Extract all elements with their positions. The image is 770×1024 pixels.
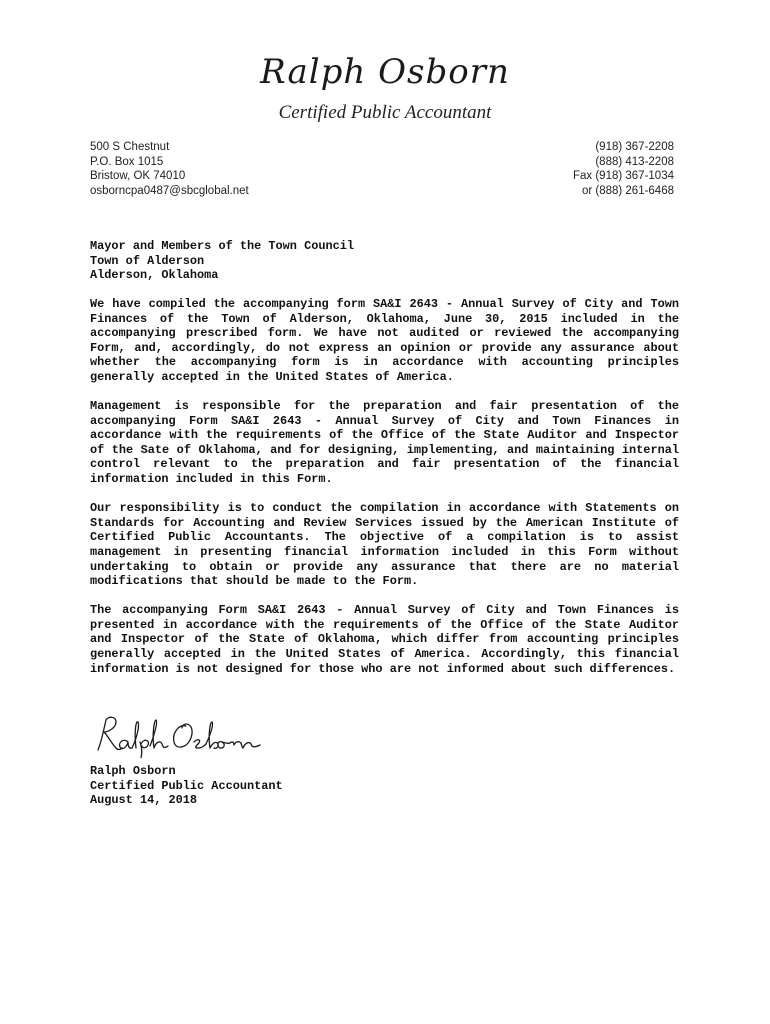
address-email: osborncpa0487@sbcglobal.net xyxy=(90,184,249,197)
fax: Fax (918) 367-1034 xyxy=(572,170,674,183)
paragraph-basis: The accompanying Form SA&I 2643 - Annual Survey of City and Town Finances is presented in accordance with the requirements of the Office of the State Auditor and Inspector of the State of Oklahoma, which differ from accounting principles generally accepted in the United States of America. Accordingly, this financial information is not designed for those who are not informed about such differences. xyxy=(90,603,679,676)
signer-title: Certified Public Accountant xyxy=(90,778,283,793)
signature-icon xyxy=(94,712,274,758)
address-city: Bristow, OK 74010 xyxy=(90,170,186,183)
recipient-line-1: Mayor and Members of the Town Council xyxy=(90,239,355,253)
letter-date: August 14, 2018 xyxy=(90,793,198,808)
letterhead-title: Certified Public Accountant xyxy=(278,102,492,123)
address-po-box: P.O. Box 1015 xyxy=(90,155,164,168)
handwritten-signature xyxy=(94,712,274,763)
contact-numbers xyxy=(573,140,674,198)
recipient-line-2: Town of Alderson xyxy=(90,253,205,268)
closing-block xyxy=(90,764,490,808)
paragraph-management: Management is responsible for the preparation and fair presentation of the accompanying Form SA&I 2643 - Annual Survey of City and Town Finances in accordance with the requirements of the Office of the State Auditor and Inspector of the Sate of Oklahoma, and for designing, implementing, and maintaining internal control relevant to the preparation and fair presentation of the financial information included in this Form. xyxy=(90,399,679,487)
signer-name: Ralph Osborn xyxy=(90,764,176,778)
paragraph-responsibility: Our responsibility is to conduct the compilation in accordance with Statements on Standards for Accounting and Review Services issued by the American Institute of Certified Public Accountants. The objective of a compilation is to assist management in presenting financial information included in this Form without undertaking to obtain or provide any assurance that there are no material modifications that should be made to the Form. xyxy=(90,501,679,589)
paragraph-compilation: We have compiled the accompanying form SA&I 2643 - Annual Survey of City and Town Finances of the Town of Alderson, Oklahoma, June 30, 2015 included in the accompanying prescribed form. We have not audited or reviewed the accompanying Form, and, accordingly, do not express an opinion or provide any assurance about whether the accompanying form is in accordance with accounting principles generally accepted in the United States of America. xyxy=(90,297,679,384)
recipient-line-3: Alderson, Oklahoma xyxy=(90,268,219,283)
fax-alt: or (888) 261-6468 xyxy=(581,184,674,197)
sender-address xyxy=(90,140,249,198)
letter-body xyxy=(90,297,679,691)
recipient-block xyxy=(90,239,680,283)
letterhead-name: Ralph Osborn xyxy=(260,52,510,92)
address-street: 500 S Chestnut xyxy=(90,141,170,153)
phone-2: (888) 413-2208 xyxy=(595,155,674,168)
phone-1: (918) 367-2208 xyxy=(595,141,674,153)
